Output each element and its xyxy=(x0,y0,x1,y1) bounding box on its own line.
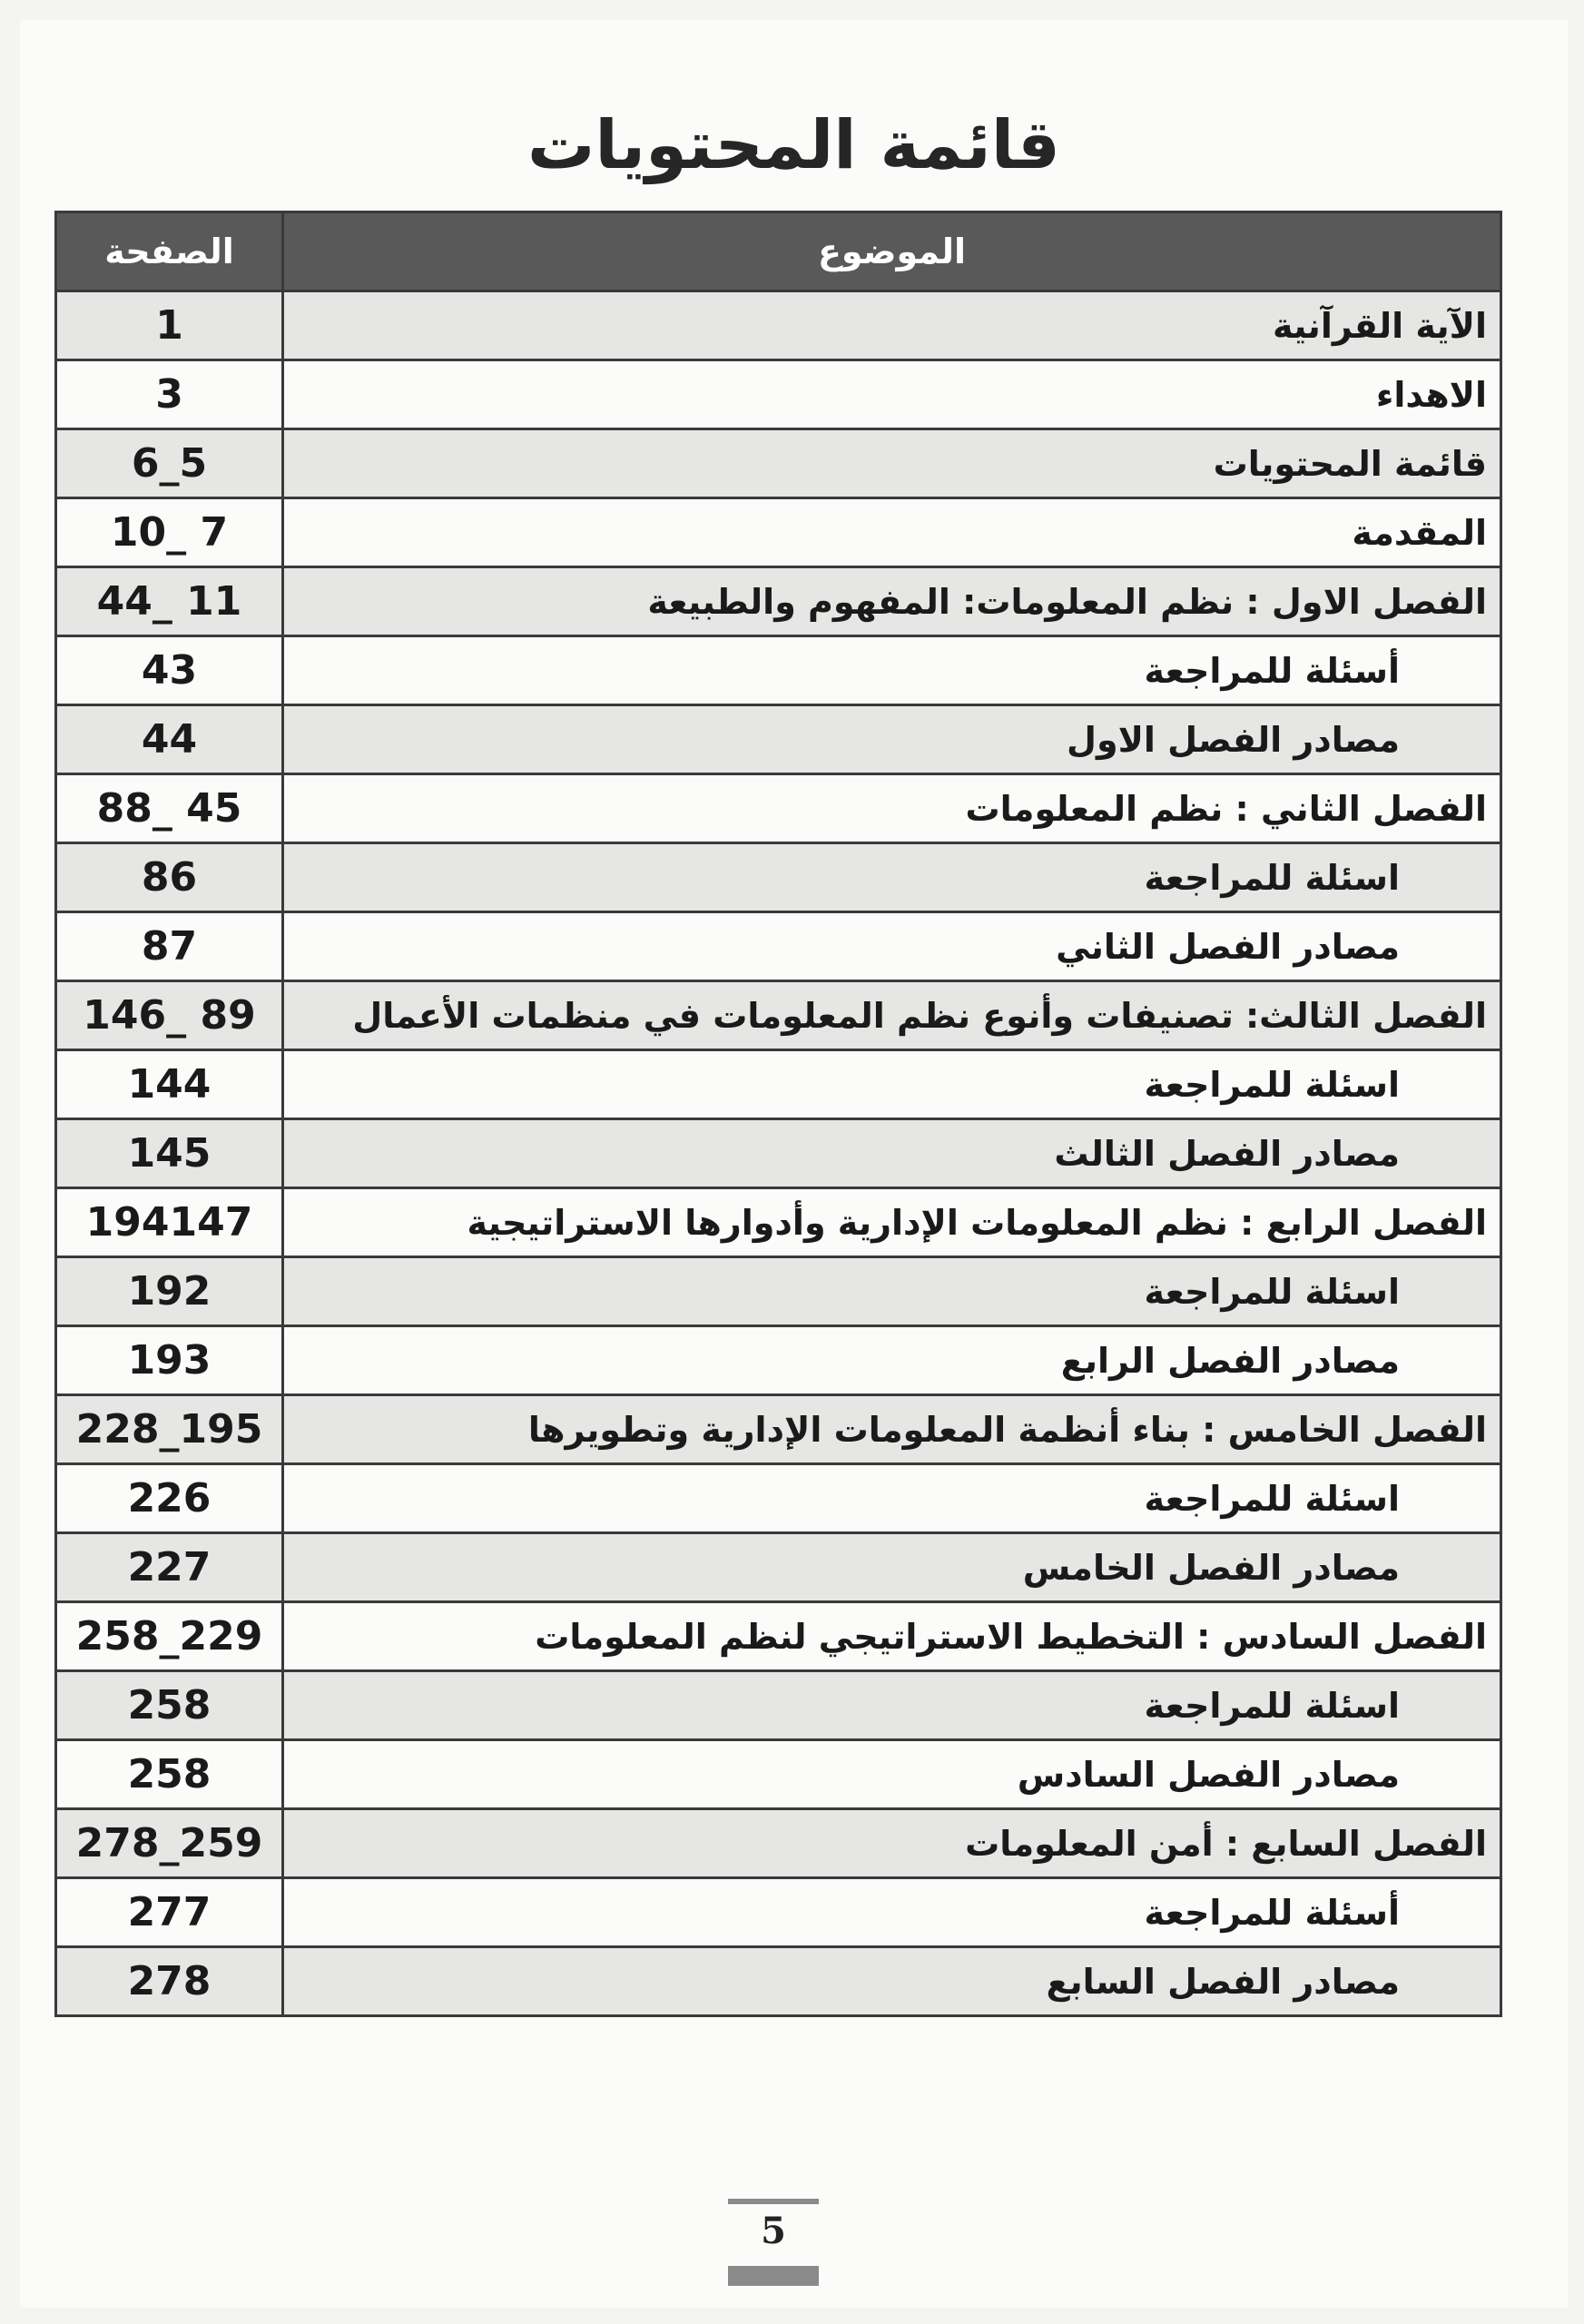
table-row xyxy=(56,498,1501,567)
table-row xyxy=(56,774,1501,843)
topic-entry: الفصل الثالث: تصنيفات وأنوع نظم المعلومات في منظمات الأعمال xyxy=(283,981,1501,1050)
subtopic-entry: مصادر الفصل الاول xyxy=(283,705,1501,774)
table-row xyxy=(56,843,1501,912)
subtopic-entry: مصادر الفصل الخامس xyxy=(283,1533,1501,1602)
topic-entry: الفصل الاول : نظم المعلومات: المفهوم والطبيعة xyxy=(283,567,1501,636)
subtopic-entry: أسئلة للمراجعة xyxy=(283,636,1501,705)
subtopic-entry: اسئلة للمراجعة xyxy=(283,1257,1501,1326)
table-row xyxy=(56,1671,1501,1740)
table-row xyxy=(56,636,1501,705)
subtopic-entry: اسئلة للمراجعة xyxy=(283,1671,1501,1740)
subtopic-entry: مصادر الفصل الثالث xyxy=(283,1119,1501,1188)
topic-entry: الفصل الخامس : بناء أنظمة المعلومات الإدارية وتطويرها xyxy=(283,1395,1501,1464)
subtopic-entry: مصادر الفصل السادس xyxy=(283,1740,1501,1809)
page-number-footer xyxy=(719,2199,828,2286)
table-row xyxy=(56,1740,1501,1809)
contents-table xyxy=(54,211,1502,2017)
page-reference: 192 xyxy=(56,1257,283,1326)
table-row xyxy=(56,1395,1501,1464)
table-row xyxy=(56,291,1501,360)
page-reference: 193 xyxy=(56,1326,283,1395)
topic-entry: قائمة المحتويات xyxy=(283,429,1501,498)
page-reference: 226 xyxy=(56,1464,283,1533)
table-row xyxy=(56,912,1501,981)
table-row xyxy=(56,1326,1501,1395)
topic-entry: الفصل الثاني : نظم المعلومات xyxy=(283,774,1501,843)
table-row xyxy=(56,360,1501,429)
topic-entry: المقدمة xyxy=(283,498,1501,567)
page-reference: 44 xyxy=(56,705,283,774)
table-row xyxy=(56,1602,1501,1671)
table-header-row xyxy=(56,212,1501,291)
page-reference: 258_229 xyxy=(56,1602,283,1671)
topic-entry: الفصل الرابع : نظم المعلومات الإدارية وأدوارها الاستراتيجية xyxy=(283,1188,1501,1257)
table-row xyxy=(56,705,1501,774)
page-reference: 88_ 45 xyxy=(56,774,283,843)
table-row xyxy=(56,1050,1501,1119)
page-reference: 87 xyxy=(56,912,283,981)
topic-entry: الاهداء xyxy=(283,360,1501,429)
page-reference: 3 xyxy=(56,360,283,429)
page-reference: 258 xyxy=(56,1671,283,1740)
table-row xyxy=(56,981,1501,1050)
page-number-bottom-bar xyxy=(728,2266,819,2286)
table-row xyxy=(56,1878,1501,1947)
page-reference: 258 xyxy=(56,1740,283,1809)
page-reference: 1 xyxy=(56,291,283,360)
page-column-header: الصفحة xyxy=(56,212,283,291)
page-number: 5 xyxy=(761,2210,786,2252)
table-row xyxy=(56,567,1501,636)
topic-entry: الفصل السادس : التخطيط الاستراتيجي لنظم المعلومات xyxy=(283,1602,1501,1671)
page-reference: 10_ 7 xyxy=(56,498,283,567)
page-reference: 44_ 11 xyxy=(56,567,283,636)
table-row xyxy=(56,1119,1501,1188)
topic-entry: الآية القرآنية xyxy=(283,291,1501,360)
page-reference: 194147 xyxy=(56,1188,283,1257)
table-row xyxy=(56,429,1501,498)
page-reference: 278_259 xyxy=(56,1809,283,1878)
page-reference: 146_ 89 xyxy=(56,981,283,1050)
table-row xyxy=(56,1533,1501,1602)
subtopic-entry: مصادر الفصل الثاني xyxy=(283,912,1501,981)
page-reference: 228_195 xyxy=(56,1395,283,1464)
subtopic-entry: أسئلة للمراجعة xyxy=(283,1878,1501,1947)
table-row xyxy=(56,1188,1501,1257)
page-reference: 277 xyxy=(56,1878,283,1947)
table-row xyxy=(56,1464,1501,1533)
contents-table-body xyxy=(56,291,1501,2016)
page-reference: 227 xyxy=(56,1533,283,1602)
page-reference: 144 xyxy=(56,1050,283,1119)
page-title: قائمة المحتويات xyxy=(527,106,1060,184)
subtopic-entry: اسئلة للمراجعة xyxy=(283,1050,1501,1119)
document-page xyxy=(20,20,1568,2308)
table-row xyxy=(56,1809,1501,1878)
subtopic-entry: مصادر الفصل السابع xyxy=(283,1947,1501,2016)
page-reference: 43 xyxy=(56,636,283,705)
subtopic-entry: اسئلة للمراجعة xyxy=(283,1464,1501,1533)
page-reference: 6_5 xyxy=(56,429,283,498)
page-reference: 278 xyxy=(56,1947,283,2016)
topic-entry: الفصل السابع : أمن المعلومات xyxy=(283,1809,1501,1878)
page-reference: 145 xyxy=(56,1119,283,1188)
subtopic-entry: اسئلة للمراجعة xyxy=(283,843,1501,912)
subject-column-header: الموضوع xyxy=(283,212,1501,291)
table-row xyxy=(56,1947,1501,2016)
subtopic-entry: مصادر الفصل الرابع xyxy=(283,1326,1501,1395)
table-row xyxy=(56,1257,1501,1326)
page-reference: 86 xyxy=(56,843,283,912)
